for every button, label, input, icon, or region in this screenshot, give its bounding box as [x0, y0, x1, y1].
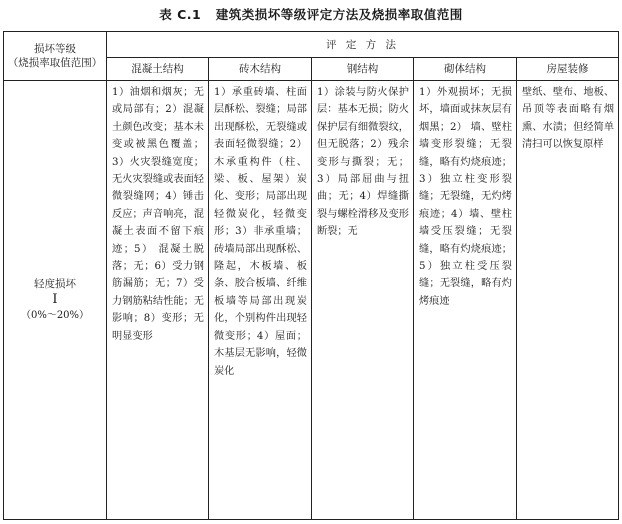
- table-caption: 表 C.1 建筑类损坏等级评定方法及烧损率取值范围: [159, 7, 463, 22]
- column-header-brick-wood: 砖木结构: [209, 58, 312, 81]
- damage-category-cell: [4, 81, 107, 520]
- masonry-structure-cell: [414, 81, 517, 520]
- brick-wood-structure-text: 1）承重砖墙、柱面层酥松、裂缝；局部出现酥松，无裂缝或表面轻微裂缝；2）木承重构件（柱、梁、板、屋架）炭化、变形；局部出现轻微炭化，轻微变形；3）非承重墙；砖墙局部出现酥松、隆起，木板墙、板条、胶合板墙、纤维板墙等局部出现炭化，个别构件出现轻微变形；4）屋面；木基层无影响，轻微炭化: [214, 87, 307, 377]
- concrete-structure-cell: [107, 81, 209, 520]
- damage-level-header-subtitle: （烧损率取值范围）: [7, 57, 103, 69]
- evaluation-method-header: 评 定 方 法: [107, 32, 619, 58]
- damage-evaluation-table: [3, 31, 619, 520]
- decoration-text: 壁纸、壁布、地板、吊顶等表面略有烟熏、水渍；但经简单清扫可以恢复原样: [522, 87, 615, 151]
- concrete-structure-text: 1）油烟和烟灰；无或局部有；2）混凝土颜色改变；基本未变或被黑色覆盖；3）火灾裂缝宽度；无火灾裂缝或表面轻微裂缝网；4）锤击反应；声音响亮，混凝土表面不留下痕迹；5） 混凝土脱落；无；6）受力钢筋漏筋；无；7）受力钢筋粘结性能；无影响；8）变形；无明显变形: [112, 87, 204, 342]
- decoration-cell: [517, 81, 619, 520]
- damage-level-header-title: 损坏等级: [34, 43, 76, 55]
- steel-structure-cell: [312, 81, 414, 520]
- damage-level-header: [4, 32, 107, 81]
- damage-category-level: I: [52, 292, 58, 307]
- table-row: [4, 81, 619, 520]
- steel-structure-text: 1）涂装与防火保护层：基本无损；防火保护层有细微裂纹，但无脱落；2）残余变形与撕裂；无；3）局部屈曲与扭曲；无；4）焊缝撕裂与螺栓滑移及变形断裂；无: [317, 87, 409, 238]
- column-header-steel: 钢结构: [312, 58, 414, 81]
- header-row-top: [4, 32, 619, 58]
- column-header-concrete: 混凝土结构: [107, 58, 209, 81]
- burn-rate-range: （0%～20%）: [20, 310, 90, 321]
- masonry-structure-text: 1）外观损坏；无损坏，墙面或抹灰层有烟黑；2） 墙、壁柱墙变形裂缝；无裂缝，略有灼烧痕迹；3）独立柱变形裂缝；无裂缝，无灼烤痕迹；4）墙、壁柱墙受压裂缝；无裂缝，略有灼烧痕迹；5）独立柱受压裂缝；无裂缝，略有灼烤痕迹: [419, 87, 512, 307]
- column-header-decoration: 房屋装修: [517, 58, 619, 81]
- damage-category-name: 轻度损坏: [34, 278, 76, 290]
- column-header-masonry: 砌体结构: [414, 58, 517, 81]
- brick-wood-structure-cell: [209, 81, 312, 520]
